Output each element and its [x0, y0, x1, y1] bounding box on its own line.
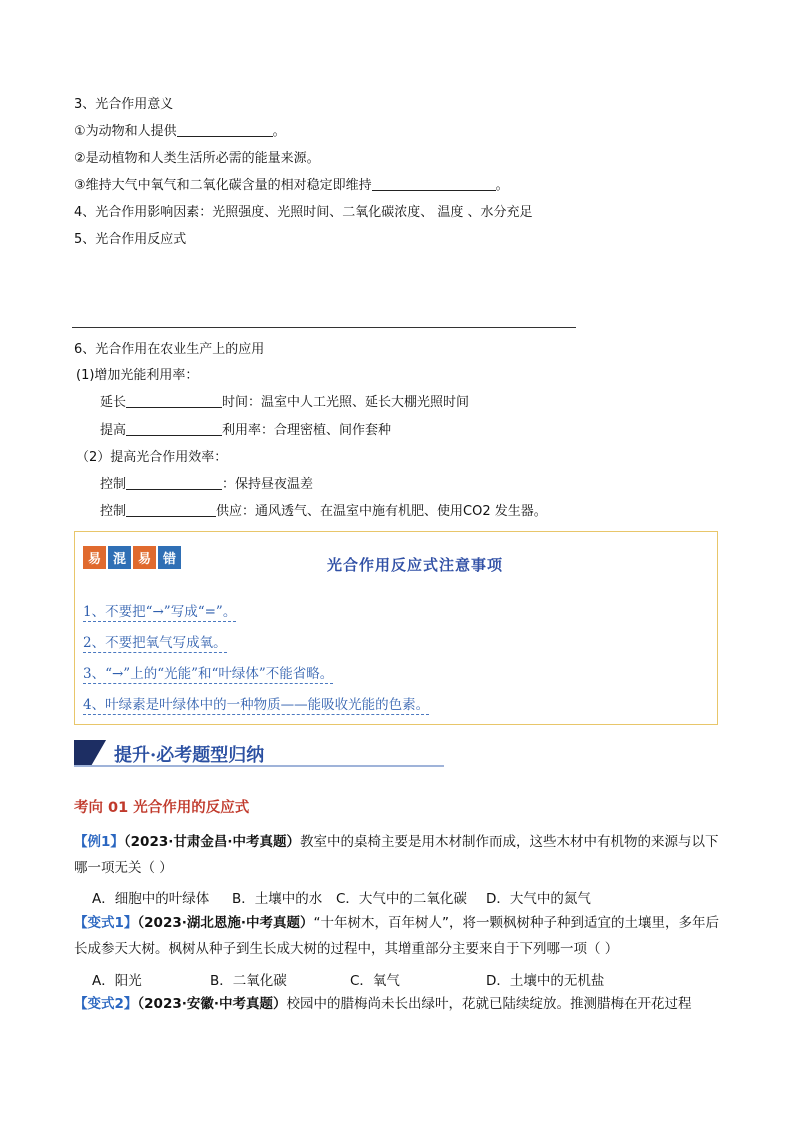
example-1-question: [74, 829, 722, 881]
caution-box: [74, 531, 718, 725]
fill-blank[interactable]: [372, 177, 496, 191]
section-6-sub-2: （2）提高光合作用效率：: [76, 450, 228, 465]
banner-title: 提升·必考题型归纳: [114, 745, 265, 766]
badge-char: 错: [158, 546, 181, 569]
fill-blank[interactable]: [126, 422, 222, 436]
fill-blank[interactable]: [126, 394, 222, 408]
section-3-heading: 3、光合作用意义: [74, 97, 174, 112]
caution-item: 1、不要把“→”写成“=”。: [83, 600, 236, 622]
section-5-heading: 5、光合作用反应式: [74, 232, 187, 247]
variant-1-options: [92, 969, 604, 989]
question-source: （2023·湖北恩施·中考真题）: [137, 915, 314, 931]
answer-line[interactable]: [72, 327, 576, 328]
section-6-line-4: 控制 供应：通风透气、在温室中施有机肥、使用CO2 发生器。: [100, 504, 547, 519]
option-d[interactable]: D．土壤中的无机盐: [486, 973, 605, 989]
option-d[interactable]: D．大气中的氮气: [486, 891, 591, 907]
question-text: 教室中的桌椅主要是用木材制作而成，这些木材中有机物的来源与以下哪一项无关（ ）: [74, 834, 719, 876]
question-text: 校园中的腊梅尚未长出绿叶，花就已陆续绽放。推测腊梅在开花过程: [286, 996, 692, 1012]
variant-2-question: [74, 991, 722, 1017]
option-c[interactable]: C．大气中的二氧化碳: [336, 891, 467, 907]
section-3-item-2: ②是动植物和人类生活所必需的能量来源。: [74, 151, 320, 166]
badge-char: 易: [83, 546, 106, 569]
option-b[interactable]: B．土壤中的水: [232, 891, 323, 907]
section-3-item-3: ③维持大气中氧气和二氧化碳含量的相对稳定即维持 。: [74, 178, 509, 193]
example-1-options: [92, 887, 591, 907]
section-6-line-3: 控制 ：保持昼夜温差: [100, 477, 314, 492]
option-b[interactable]: B．二氧化碳: [210, 973, 287, 989]
option-a[interactable]: A．细胞中的叶绿体: [92, 891, 210, 907]
section-6-line-1: 延长 时间：温室中人工光照、延长大棚光照时间: [100, 395, 470, 410]
section-6-line-2: 提高 利用率：合理密植、间作套种: [100, 423, 392, 438]
section-6-heading: 6、光合作用在农业生产上的应用: [74, 342, 265, 357]
section-4: 4、光合作用影响因素：光照强度、光照时间、二氧化碳浓度、 温度 、水分充足: [74, 205, 533, 220]
question-tag: 【变式1】: [74, 915, 138, 931]
caution-item: 2、不要把氧气写成氧。: [83, 631, 227, 653]
caution-title: 光合作用反应式注意事项: [327, 556, 504, 574]
fill-blank[interactable]: [126, 503, 216, 517]
option-a[interactable]: A．阳光: [92, 973, 142, 989]
question-tag: 【变式2】: [74, 996, 138, 1012]
fill-blank[interactable]: [126, 476, 222, 490]
badge-char: 易: [133, 546, 156, 569]
banner-triangle-icon: [74, 740, 112, 766]
question-tag: 【例1】: [74, 834, 124, 850]
caution-badge: [83, 546, 181, 569]
badge-char: 混: [108, 546, 131, 569]
section-6-sub-1: (1)增加光能利用率：: [76, 368, 199, 383]
variant-1-question: [74, 910, 722, 962]
banner-underline: [74, 765, 444, 767]
caution-item: 4、叶绿素是叶绿体中的一种物质——能吸收光能的色素。: [83, 693, 429, 715]
section-3-item-1: ①为动物和人提供 。: [74, 124, 286, 139]
fill-blank[interactable]: [177, 123, 273, 137]
question-source: （2023·甘肃金昌·中考真题）: [123, 834, 300, 850]
question-text: “十年树木，百年树人”，将一颗枫树种子种到适宜的土壤里，多年后长成参天大树。枫树从种子到生长成大树的过程中，其增重部分主要来自于下列哪一项（ ）: [74, 915, 719, 957]
topic-heading: 考向 01 光合作用的反应式: [74, 800, 250, 816]
question-source: （2023·安徽·中考真题）: [137, 996, 287, 1012]
option-c[interactable]: C．氧气: [350, 973, 400, 989]
section-banner: [74, 740, 444, 770]
caution-item: 3、“→”上的“光能”和“叶绿体”不能省略。: [83, 662, 333, 684]
